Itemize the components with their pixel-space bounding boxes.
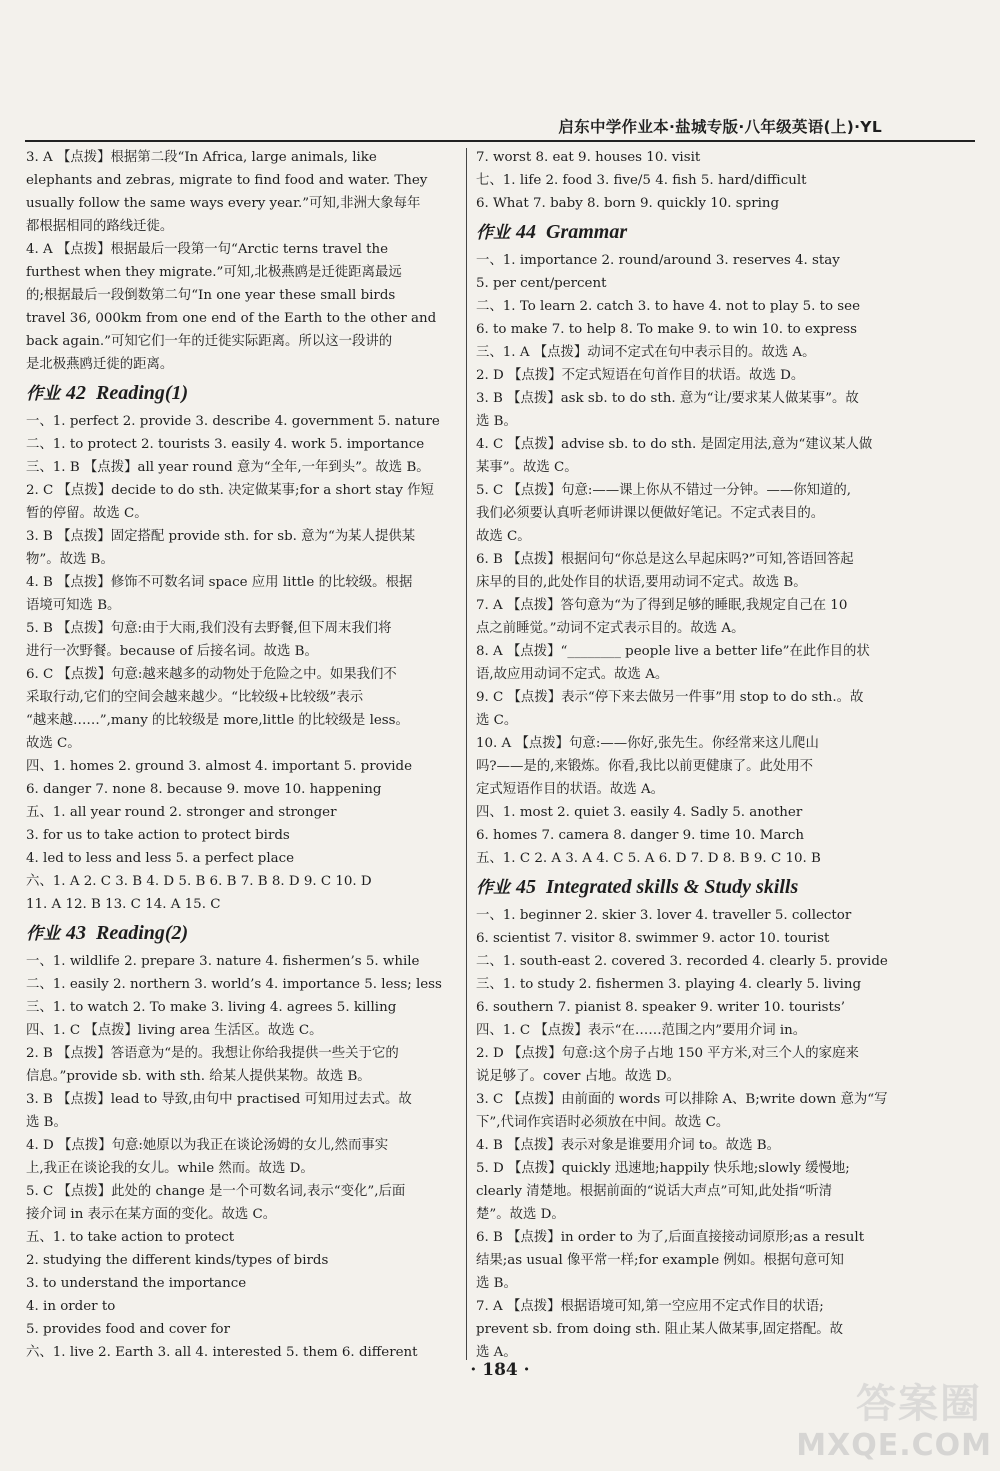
header-rule [25,140,975,142]
header-title: 启东中学作业本·盐城专版·八年级英语(上)·YL [558,118,882,136]
answer-line: 四、1. most 2. quiet 3. easily 4. Sadly 5. another [476,805,803,820]
answer-line: 6. B 【点拨】根据问句“你总是这么早起床吗?”可知,答语回答起 [476,552,854,567]
answer-line: 6. B 【点拨】in order to 为了,后面直接接动词原形;as a result [476,1230,865,1245]
answer-line: 2. B 【点拨】答语意为“是的。我想让你给我提供一些关于它的 [26,1046,399,1061]
section-number: 43 [66,922,86,944]
section-label: 作业 [476,223,510,243]
answer-line: 3. B 【点拨】lead to 导致,由句中 practised 可知用过去式。故 [26,1092,412,1107]
column-divider [466,148,467,1360]
answer-line: 6. to make 7. to help 8. To make 9. to win 10. to express [476,322,858,337]
answer-line: 2. D 【点拨】句意:这个房子占地 150 平方米,对三个人的家庭来 [476,1046,859,1061]
page-number: · 184 · [470,1360,530,1380]
answer-line: 语境可知选 B。 [26,598,121,613]
section-title: Reading(2) [96,922,189,944]
answer-line: 4. led to less and less 5. a perfect place [26,851,295,866]
right-column [476,146,908,1364]
answer-block [26,950,458,1364]
answer-line: 语,故应用动词不定式。故选 A。 [476,667,669,682]
answer-line: 的;根据最后一段倒数第二句“In one year these small birds [26,288,396,303]
answer-line: 一、1. wildlife 2. prepare 3. nature 4. fishermen’s 5. while [26,954,420,969]
answer-line: 信息。”provide sb. with sth. 给某人提供某物。故选 B。 [26,1069,371,1084]
answer-block [26,410,458,916]
answer-line: 故选 C。 [26,736,81,751]
answer-line: 11. A 12. B 13. C 14. A 15. C [26,897,221,912]
answer-line: 采取行动,它们的空间会越来越少。“比较级+比较级”表示 [26,690,364,705]
answer-line: 5. C 【点拨】此处的 change 是一个可数名词,表示“变化”,后面 [26,1184,406,1199]
answer-line: 6. C 【点拨】句意:越来越多的动物处于危险之中。如果我们不 [26,667,397,682]
section-label: 作业 [476,878,510,898]
answer-line: 10. A 【点拨】句意:——你好,张先生。你经常来这儿爬山 [476,736,819,751]
answer-line: 3. C 【点拨】由前面的 words 可以排除 A、B;write down 意为“写 [476,1092,888,1107]
answer-line: 我们必须要认真听老师讲课以便做好笔记。不定式表目的。 [476,506,825,521]
answer-line: 4. B 【点拨】修饰不可数名词 space 应用 little 的比较级。根据 [26,575,413,590]
answer-line: 9. C 【点拨】表示“停下来去做另一件事”用 stop to do sth.。故 [476,690,864,705]
answer-line: 3. B 【点拨】ask sb. to do sth. 意为“让/要求某人做某事”。故 [476,391,859,406]
answer-line: 说足够了。cover 占地。故选 D。 [476,1069,680,1084]
answer-line: 二、1. easily 2. northern 3. world’s 4. importance 5. less; less [26,977,442,992]
section-heading-42 [26,378,458,408]
answer-line: 4. B 【点拨】表示对象是谁要用介词 to。故选 B。 [476,1138,780,1153]
section-heading-43 [26,918,458,948]
answer-line: 6. southern 7. pianist 8. speaker 9. writer 10. tourists’ [476,1000,845,1015]
answer-line: 四、1. C 【点拨】living area 生活区。故选 C。 [26,1023,323,1038]
answer-line: clearly 清楚地。根据前面的“说话大声点”可知,此处指“听清 [476,1184,833,1199]
answer-line: 6. scientist 7. visitor 8. swimmer 9. actor 10. tourist [476,931,830,946]
answer-block [476,904,908,1364]
answer-line: 2. D 【点拨】不定式短语在句首作目的状语。故选 D。 [476,368,805,383]
answer-line: 7. A 【点拨】答句意为“为了得到足够的睡眠,我规定自己在 10 [476,598,848,613]
answer-line: 选 B。 [476,1276,517,1291]
left-column [26,146,458,1364]
answer-line: 选 A。 [476,1345,517,1360]
answer-block [476,249,908,870]
answer-line: 三、1. A 【点拨】动词不定式在句中表示目的。故选 A。 [476,345,816,360]
answer-line: 五、1. to take action to protect [26,1230,235,1245]
answer-line: 是北极燕鸥迁徙的距离。 [26,357,174,372]
answer-line: 进行一次野餐。because of 后接名词。故选 B。 [26,644,318,659]
answer-line: 三、1. to study 2. fishermen 3. playing 4. clearly 5. living [476,977,862,992]
answer-line: 4. D 【点拨】句意:她原以为我正在谈论汤姆的女儿,然而事实 [26,1138,389,1153]
answer-line: 结果;as usual 像平常一样;for example 例如。根据句意可知 [476,1253,844,1268]
answer-line: 点之前睡觉。”动词不定式表示目的。故选 A。 [476,621,745,636]
answer-line: 选 C。 [476,713,518,728]
answer-line: 3. A 【点拨】根据第二段“In Africa, large animals, like [26,150,377,165]
answer-line: 二、1. To learn 2. catch 3. to have 4. not to play 5. to see [476,299,861,314]
section-heading-45 [476,872,908,902]
answer-line: 六、1. A 2. C 3. B 4. D 5. B 6. B 7. B 8. D 9. C 10. D [26,874,372,889]
answer-line: 一、1. perfect 2. provide 3. describe 4. government 5. nature [26,414,440,429]
answer-line: 三、1. B 【点拨】all year round 意为“全年,一年到头”。故选 B。 [26,460,430,475]
answer-line: usually follow the same ways every year.”可知,非洲大象每年 [26,196,421,211]
answer-line: 上,我正在谈论我的女儿。while 然而。故选 D。 [26,1161,314,1176]
watermark-logo [792,1377,992,1463]
answer-line: back again.”可知它们一年的迁徙实际距离。所以这一段讲的 [26,334,393,349]
answer-line: 七、1. life 2. food 3. five/5 4. fish 5. hard/difficult [476,173,807,188]
answer-line: 某事”。故选 C。 [476,460,578,475]
answer-line: 五、1. C 2. A 3. A 4. C 5. A 6. D 7. D 8. B 9. C 10. B [476,851,821,866]
answer-line: 暂的停留。故选 C。 [26,506,148,521]
answer-line: 一、1. importance 2. round/around 3. reserves 4. stay [476,253,840,268]
answer-line: 楚”。故选 D。 [476,1207,565,1222]
answer-line: 选 B。 [476,414,517,429]
answer-block [476,146,908,215]
answer-line: 二、1. to protect 2. tourists 3. easily 4. work 5. importance [26,437,425,452]
answer-line: 3. to understand the importance [26,1276,247,1291]
section-label: 作业 [26,924,60,944]
section-title: Reading(1) [96,382,189,404]
answer-line: 2. studying the different kinds/types of birds [26,1253,329,1268]
answer-line: 5. C 【点拨】句意:——课上你从不错过一分钟。——你知道的, [476,483,852,498]
section-number: 42 [66,382,86,404]
answer-line: 5. provides food and cover for [26,1322,231,1337]
answer-line: 故选 C。 [476,529,531,544]
answer-line: 物”。故选 B。 [26,552,114,567]
answer-line: 一、1. beginner 2. skier 3. lover 4. traveller 5. collector [476,908,852,923]
answer-line: 床早的目的,此处作目的状语,要用动词不定式。故选 B。 [476,575,807,590]
answer-line: 7. worst 8. eat 9. houses 10. visit [476,150,701,165]
section-title: Integrated skills & Study skills [546,876,799,898]
section-heading-44 [476,217,908,247]
answer-line: 4. in order to [26,1299,116,1314]
watermark-site-text: MXQE.COM [796,1428,992,1463]
section-number: 44 [516,221,536,243]
answer-line: 5. D 【点拨】quickly 迅速地;happily 快乐地;slowly 缓慢地; [476,1161,850,1176]
answer-line: 6. What 7. baby 8. born 9. quickly 10. spring [476,196,780,211]
answer-line: 定式短语作目的状语。故选 A。 [476,782,665,797]
answer-line: 5. per cent/percent [476,276,607,291]
answer-line: 4. C 【点拨】advise sb. to do sth. 是固定用法,意为“建议某人做 [476,437,873,452]
answer-line: 吗?——是的,来锻炼。你看,我比以前更健康了。此处用不 [476,759,814,774]
answer-line: 2. C 【点拨】decide to do sth. 决定做某事;for a short stay 作短 [26,483,434,498]
answer-block [26,146,458,376]
answer-line: 三、1. to watch 2. To make 3. living 4. agrees 5. killing [26,1000,397,1015]
watermark-logo-text: 答案圈 [856,1381,982,1427]
answer-line: “越来越……”,many 的比较级是 more,little 的比较级是 less。 [26,713,409,728]
answer-line: travel 36, 000km from one end of the Earth to the other and [26,311,437,326]
answer-line: elephants and zebras, migrate to find food and water. They [26,173,428,188]
answer-line: 都根据相同的路线迁徙。 [26,219,174,234]
page-header [0,110,1000,138]
answer-line: 接介词 in 表示在某方面的变化。故选 C。 [26,1207,277,1222]
answer-line: 五、1. all year round 2. stronger and stronger [26,805,337,820]
section-title: Grammar [546,221,628,243]
answer-line: 六、1. live 2. Earth 3. all 4. interested 5. them 6. different [26,1345,418,1360]
answer-line: 6. danger 7. none 8. because 9. move 10. happening [26,782,382,797]
answer-line: 5. B 【点拨】句意:由于大雨,我们没有去野餐,但下周末我们将 [26,621,392,636]
answer-line: 二、1. south-east 2. covered 3. recorded 4. clearly 5. provide [476,954,888,969]
answer-line: 选 B。 [26,1115,67,1130]
answer-line: furthest when they migrate.”可知,北极燕鸥是迁徙距离最远 [26,265,402,280]
answer-line: 四、1. C 【点拨】表示“在……范围之内”要用介词 in。 [476,1023,807,1038]
answer-line: 3. B 【点拨】固定搭配 provide sth. for sb. 意为“为某人提供某 [26,529,416,544]
answer-line: 4. A 【点拨】根据最后一段第一句“Arctic terns travel the [26,242,389,257]
answer-line: 3. for us to take action to protect birds [26,828,290,843]
answer-line: prevent sb. from doing sth. 阻止某人做某事,固定搭配。故 [476,1322,844,1337]
section-label: 作业 [26,384,60,404]
answer-line: 四、1. homes 2. ground 3. almost 4. important 5. provide [26,759,413,774]
answer-line: 8. A 【点拨】“________ people live a better life”在此作目的状 [476,644,870,659]
answer-line: 6. homes 7. camera 8. danger 9. time 10. March [476,828,804,843]
answer-line: 下”,代词作宾语时必须放在中间。故选 C。 [476,1115,730,1130]
section-number: 45 [516,876,536,898]
answer-line: 7. A 【点拨】根据语境可知,第一空应用不定式作目的状语; [476,1299,824,1314]
